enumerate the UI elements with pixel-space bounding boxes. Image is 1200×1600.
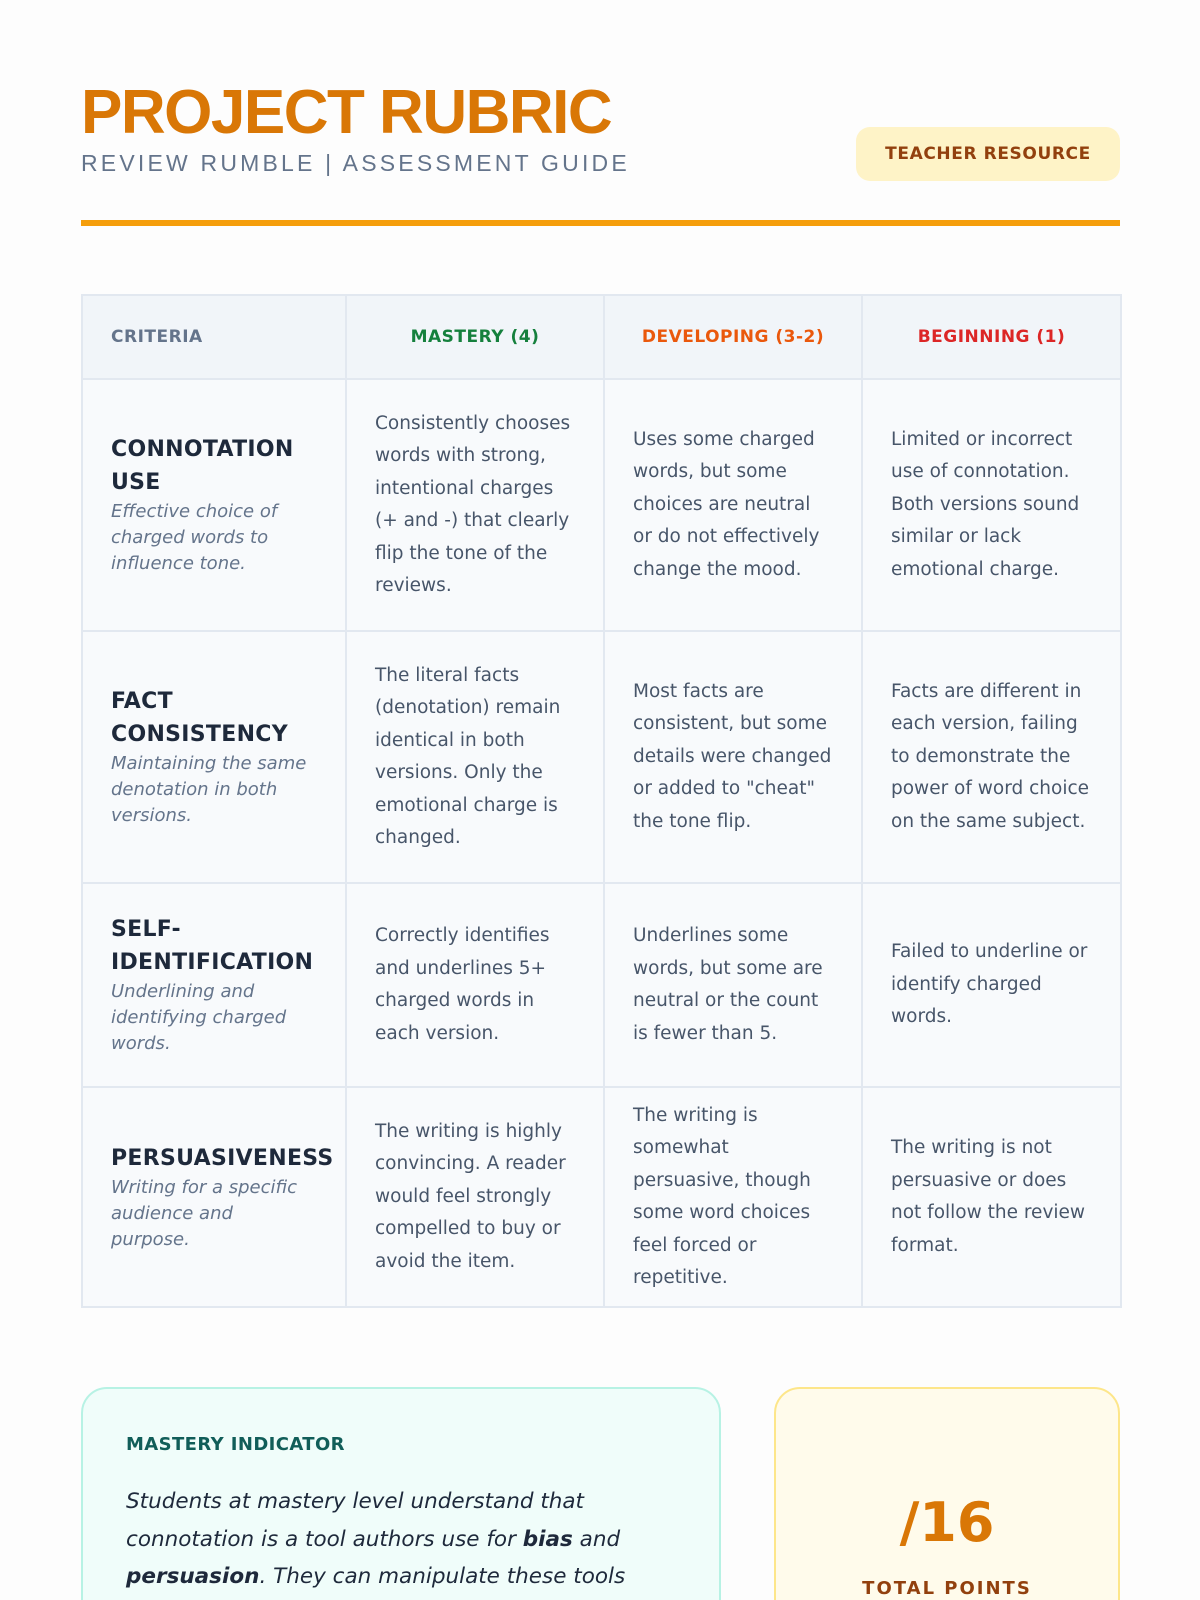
criterion-description: Underlining and identifying charged words.	[111, 981, 287, 1054]
header-developing: DEVELOPING (3-2)	[604, 295, 862, 379]
criterion-name: CONNOTATION USE	[111, 437, 294, 495]
developing-cell: Uses some charged words, but some choices are neutral or do not effectively change the mood.	[604, 379, 862, 631]
criterion-name: FACT CONSISTENCY	[111, 689, 288, 747]
header-divider	[81, 220, 1120, 226]
mastery-cell: Consistently chooses words with strong, intentional charges (+ and -) that clearly flip the tone of the reviews.	[346, 379, 604, 631]
table-row	[82, 379, 1121, 631]
header-mastery: MASTERY (4)	[346, 295, 604, 379]
criterion-cell	[82, 631, 346, 883]
table-row	[82, 1087, 1121, 1307]
total-points-label: TOTAL POINTS	[862, 1578, 1032, 1599]
developing-cell: Most facts are consistent, but some details were changed or added to "cheat" the tone flip.	[604, 631, 862, 883]
mastery-indicator-text: Students at mastery level understand that connotation is a tool authors use for bias and persuasion. They can manipulate these tools	[126, 1489, 626, 1589]
bold-term-persuasion: persuasion	[126, 1564, 260, 1589]
criterion-name: PERSUASIVENESS	[111, 1145, 334, 1171]
bold-term-bias: bias	[522, 1526, 573, 1552]
total-points-box	[774, 1387, 1120, 1600]
beginning-cell: The writing is not persuasive or does not follow the review format.	[862, 1087, 1121, 1307]
mastery-cell: Correctly identifies and underlines 5+ charged words in each version.	[346, 883, 604, 1087]
criterion-description: Writing for a specific audience and purpose.	[111, 1176, 298, 1250]
criterion-name: SELF-IDENTIFICATION	[111, 917, 314, 975]
total-score: /16	[899, 1491, 995, 1554]
rubric-table	[81, 294, 1122, 1308]
criterion-description: Effective choice of charged words to influence tone.	[111, 501, 278, 574]
table-row	[82, 631, 1121, 883]
page-title: PROJECT RUBRIC	[81, 78, 612, 147]
mastery-indicator-label: MASTERY INDICATOR	[126, 1434, 345, 1455]
developing-cell: The writing is somewhat persuasive, though some word choices feel forced or repetitive.	[604, 1087, 862, 1307]
criterion-cell	[82, 883, 346, 1087]
mastery-cell: The writing is highly convincing. A reader would feel strongly compelled to buy or avoid the item.	[346, 1087, 604, 1307]
header-criteria: CRITERIA	[82, 295, 346, 379]
mastery-cell: The literal facts (denotation) remain identical in both versions. Only the emotional charge is changed.	[346, 631, 604, 883]
page-subtitle: REVIEW RUMBLE | ASSESSMENT GUIDE	[81, 150, 630, 176]
teacher-resource-badge: TEACHER RESOURCE	[856, 127, 1120, 181]
beginning-cell: Failed to underline or identify charged words.	[862, 883, 1121, 1087]
header-beginning: BEGINNING (1)	[862, 295, 1121, 379]
rubric-page	[81, 0, 1120, 1600]
table-row	[82, 883, 1121, 1087]
rubric-header-row	[82, 295, 1121, 379]
criterion-description: Maintaining the same denotation in both versions.	[111, 753, 307, 826]
beginning-cell: Limited or incorrect use of connotation. Both versions sound similar or lack emotional charge.	[862, 379, 1121, 631]
developing-cell: Underlines some words, but some are neutral or the count is fewer than 5.	[604, 883, 862, 1087]
mastery-indicator-box	[81, 1387, 721, 1600]
criterion-cell	[82, 1087, 346, 1307]
criterion-cell	[82, 379, 346, 631]
beginning-cell: Facts are different in each version, failing to demonstrate the power of word choice on the same subject.	[862, 631, 1121, 883]
